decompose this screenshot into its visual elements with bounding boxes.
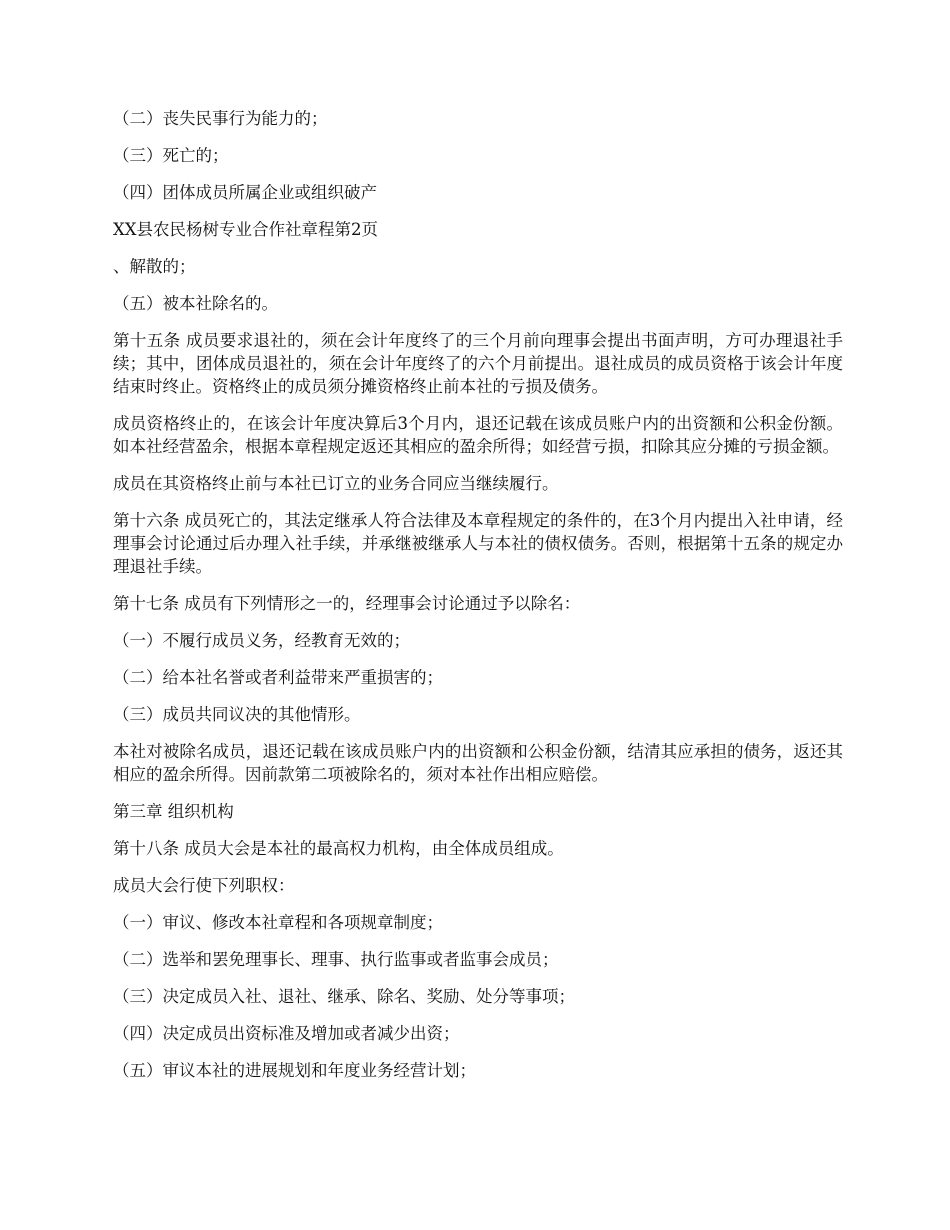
- list-item-dissolution-cont: 、解散的；: [113, 257, 196, 276]
- chapter-3-heading: 第三章 组织机构: [113, 802, 234, 821]
- article-15-refund: 成员资格终止的，在该会计年度决算后3个月内，退还记载在该成员账户内的出资额和公积金份额。如本社经营盈余，根据本章程规定返还其相应的盈余所得；如经营亏损，扣除其应分摊的亏损金额。: [113, 414, 843, 456]
- list-item-expelled: （五）被本社除名的。: [113, 294, 278, 313]
- article-17-item-1: （一）不履行成员义务，经教育无效的；: [113, 631, 410, 650]
- article-18-item-5: （五）审议本社的进展规划和年度业务经营计划；: [113, 1061, 476, 1080]
- article-18-item-1: （一）审议、修改本社章程和各项规章制度；: [113, 913, 443, 932]
- article-18-item-2: （二）选举和罢免理事长、理事、执行监事或者监事会成员；: [113, 950, 559, 969]
- article-17-item-2: （二）给本社名誉或者利益带来严重损害的；: [113, 668, 443, 687]
- article-18: 第十八条 成员大会是本社的最高权力机构，由全体成员组成。: [113, 839, 564, 858]
- article-18-powers-intro: 成员大会行使下列职权：: [113, 876, 295, 895]
- article-17-item-3: （三）成员共同议决的其他情形。: [113, 705, 361, 724]
- article-15: 第十五条 成员要求退社的，须在会计年度终了的三个月前向理事会提出书面声明，方可办理退社手续；其中，团体成员退社的，须在会计年度终了的六个月前提出。退社成员的成员资格于该会计年度结束时终止。资格终止的成员须分摊资格终止前本社的亏损及债务。: [113, 331, 843, 396]
- article-18-item-3: （三）决定成员入社、退社、继承、除名、奖励、处分等事项；: [113, 987, 575, 1006]
- list-item-incapacity: （二）丧失民事行为能力的；: [113, 109, 328, 128]
- document-body: [113, 107, 843, 1096]
- page-footer-label: XX县农民杨树专业合作社章程第2页: [113, 220, 378, 239]
- list-item-death: （三）死亡的；: [113, 146, 229, 165]
- article-17: 第十七条 成员有下列情形之一的，经理事会讨论通过予以除名：: [113, 594, 581, 613]
- article-17-refund: 本社对被除名成员，退还记载在该成员账户内的出资额和公积金份额，结清其应承担的债务，返还其相应的盈余所得。因前款第二项被除名的，须对本社作出相应赔偿。: [113, 742, 843, 784]
- article-18-item-4: （四）决定成员出资标准及增加或者减少出资；: [113, 1024, 460, 1043]
- article-16: 第十六条 成员死亡的，其法定继承人符合法律及本章程规定的条件的，在3个月内提出入社申请，经理事会讨论通过后办理入社手续，并承继被继承人与本社的债权债务。否则，根据第十五条的规定办理退社手续。: [113, 511, 843, 576]
- list-item-bankruptcy: （四）团体成员所属企业或组织破产: [113, 183, 377, 202]
- article-15-contracts: 成员在其资格终止前与本社已订立的业务合同应当继续履行。: [113, 474, 559, 493]
